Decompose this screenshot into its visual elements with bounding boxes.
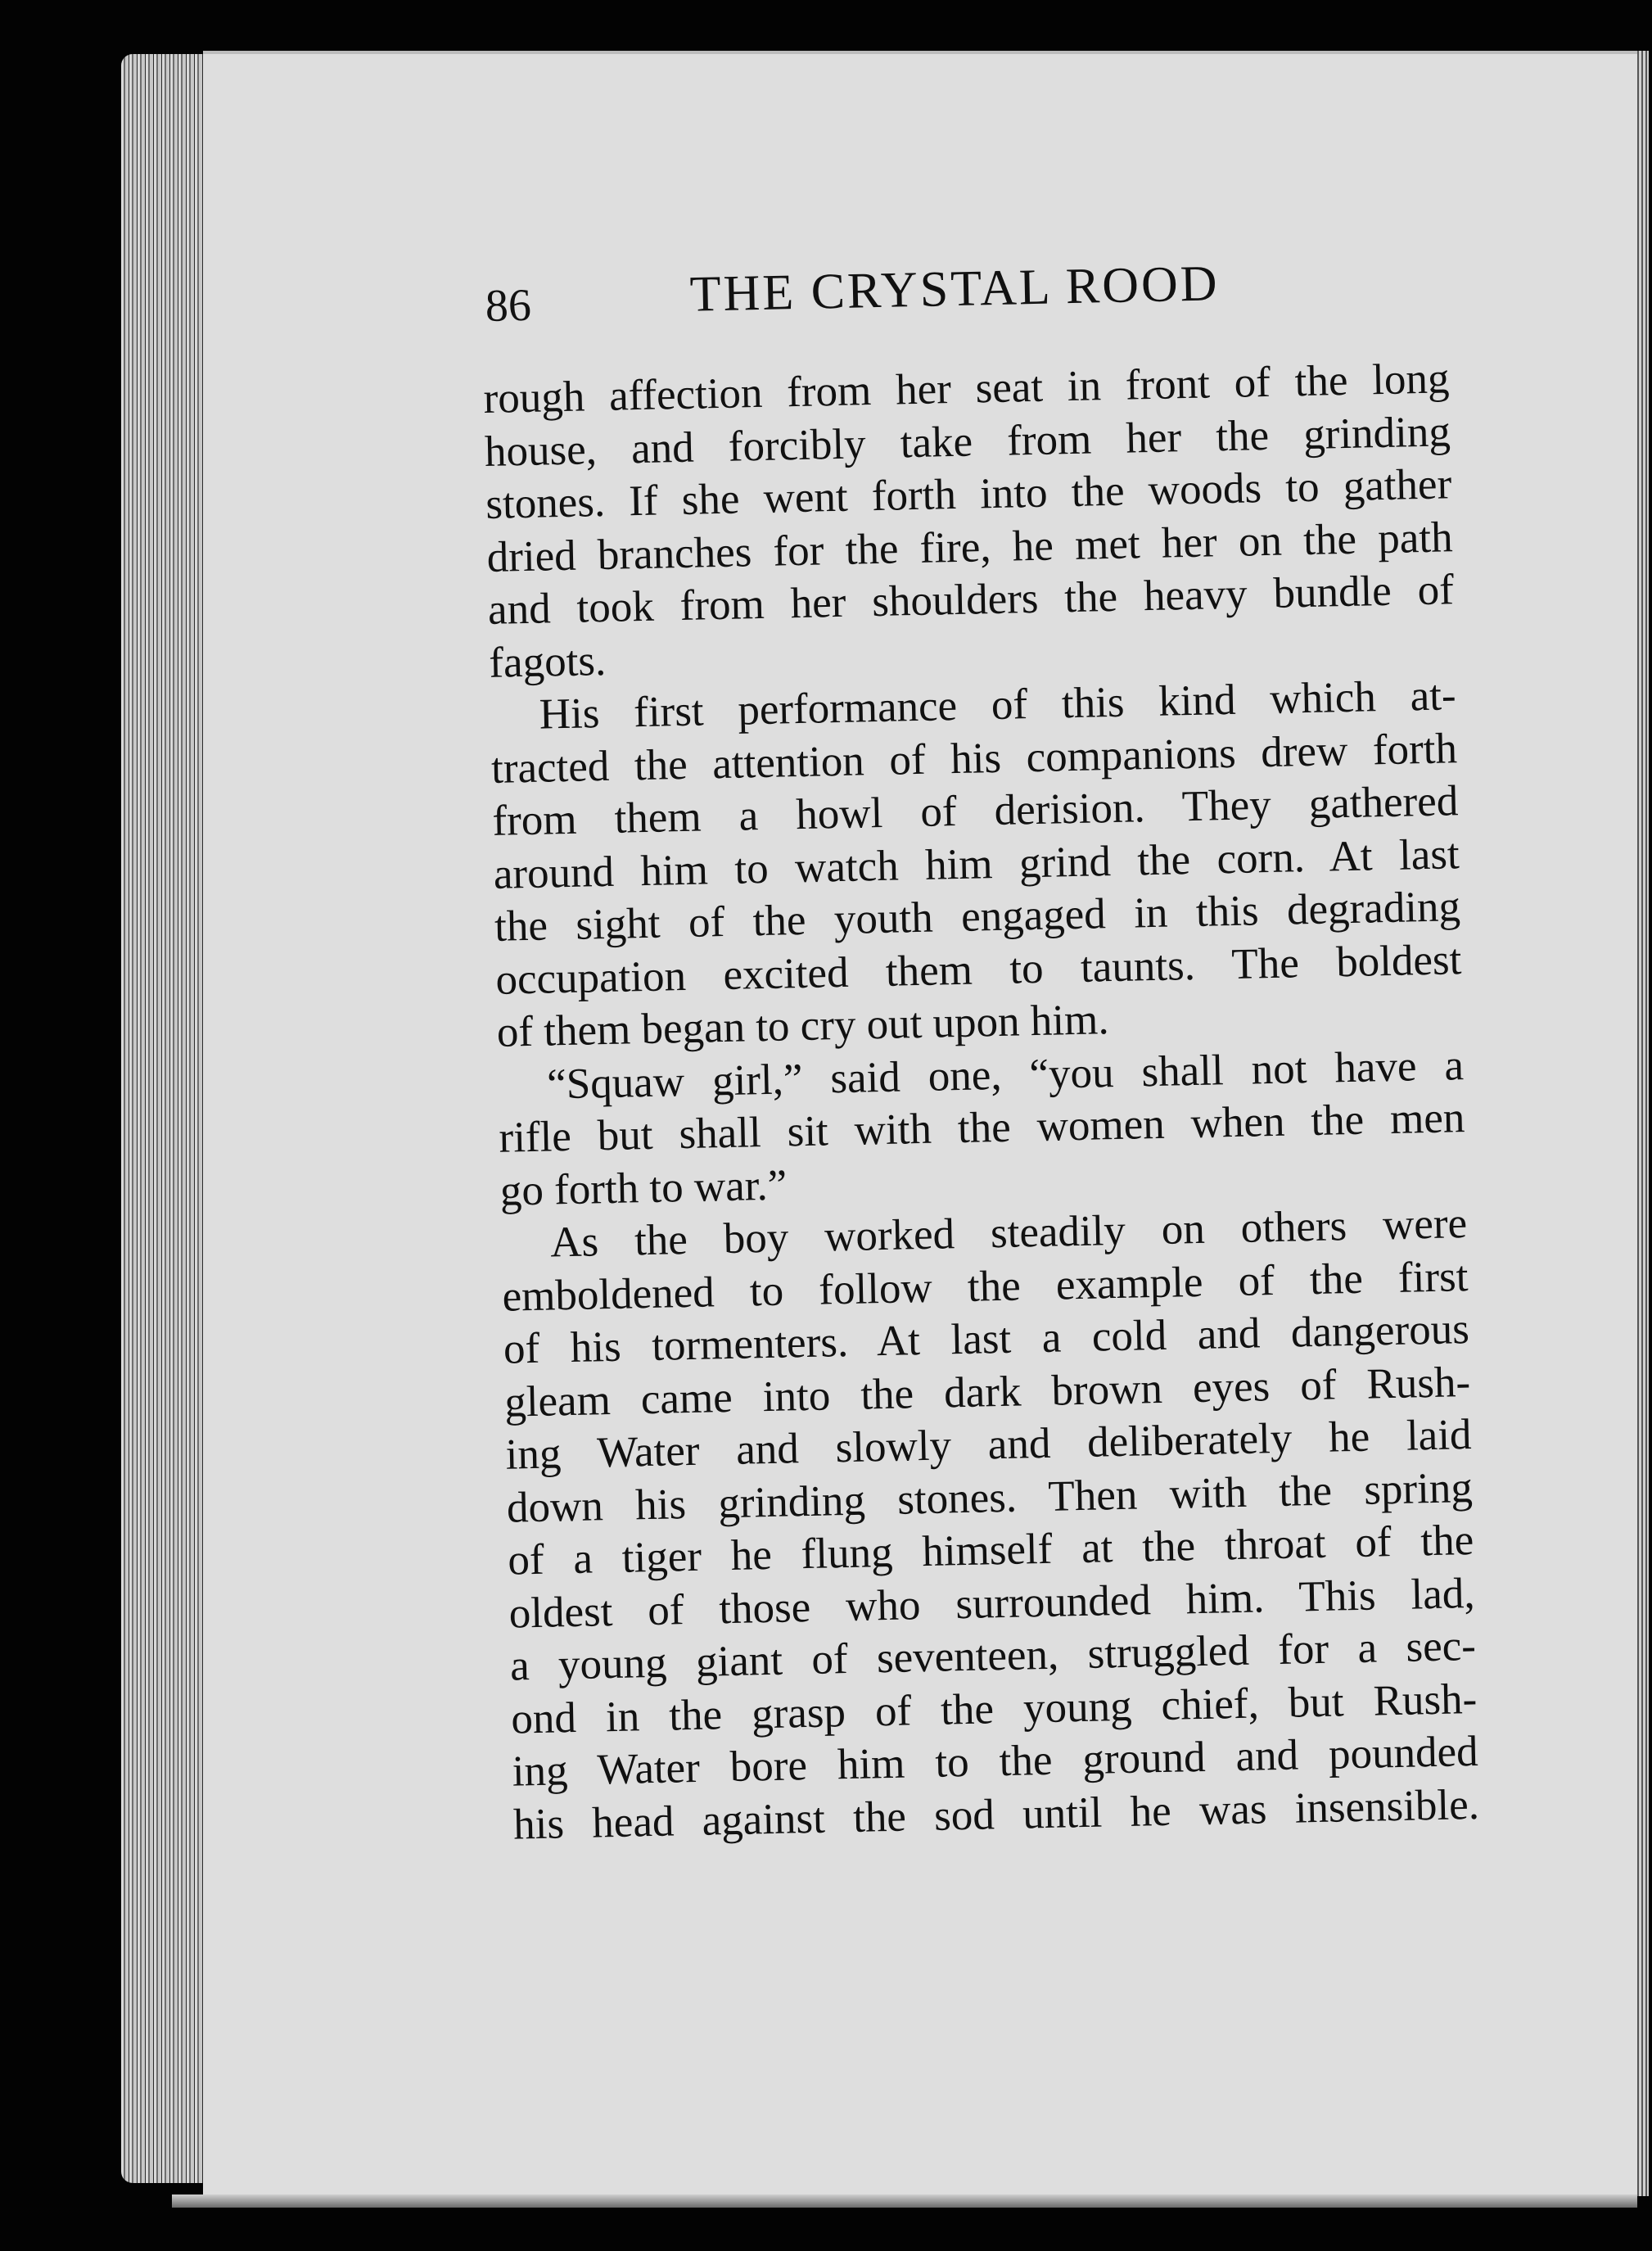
right-page-edge (1637, 51, 1649, 2196)
text-line: a young giant of seventeen, struggled for a sec- (509, 1621, 1477, 1690)
text-line: around him to watch him grind the corn. At last (493, 829, 1460, 898)
text-line: stones. If she went forth into the woods to gather (485, 460, 1452, 528)
text-line: house, and forcibly take from her the grinding (484, 407, 1451, 476)
page-number: 86 (485, 279, 532, 332)
text-line: tracted the attention of his companions drew forth (490, 724, 1458, 793)
text-line: ing Water bore him to the ground and pounded (512, 1727, 1479, 1796)
text-line: ond in the grasp of the young chief, but Rush- (510, 1675, 1478, 1743)
text-line: emboldened to follow the example of the first (502, 1252, 1469, 1321)
text-line: His first performance of this kind which at- (539, 671, 1457, 739)
text-line: oldest of those who surrounded him. This lad, (508, 1569, 1476, 1638)
text-line: fagots. (488, 636, 607, 687)
text-line: down his grinding stones. Then with the spring (506, 1463, 1474, 1532)
text-line: of a tiger he flung himself at the throat of the (507, 1516, 1474, 1584)
text-line: from them a howl of derision. They gathered (491, 777, 1459, 845)
text-line: occupation excited them to taunts. The boldest (494, 935, 1462, 1004)
text-line: ing Water and slowly and deliberately he laid (505, 1411, 1473, 1479)
running-head: THE CRYSTAL ROOD (688, 255, 1221, 323)
text-line: of them began to cry out upon him. (496, 996, 1110, 1056)
body-text (483, 352, 1480, 1851)
text-line: of his tormenters. At last a cold and dangerous (503, 1305, 1470, 1373)
text-line: rough affection from her seat in front of the long (483, 355, 1451, 423)
text-line: his head against the sod until he was insensible. (512, 1780, 1480, 1849)
text-line: go forth to war.” (499, 1160, 788, 1215)
text-line: the sight of the youth engaged in this degrading (494, 883, 1461, 951)
text-line: dried branches for the fire, he met her on the path (486, 513, 1454, 581)
bottom-page-edge (172, 2194, 1637, 2208)
text-line: As the boy worked steadily on others were (549, 1200, 1468, 1267)
text-line: and took from her shoulders the heavy bundle of (487, 566, 1455, 634)
text-line: gleam came into the dark brown eyes of Rush- (503, 1358, 1471, 1426)
text-line: rifle but shall sit with the women when the men (498, 1094, 1465, 1162)
text-line: “Squaw girl,” said one, “you shall not have a (546, 1041, 1465, 1109)
